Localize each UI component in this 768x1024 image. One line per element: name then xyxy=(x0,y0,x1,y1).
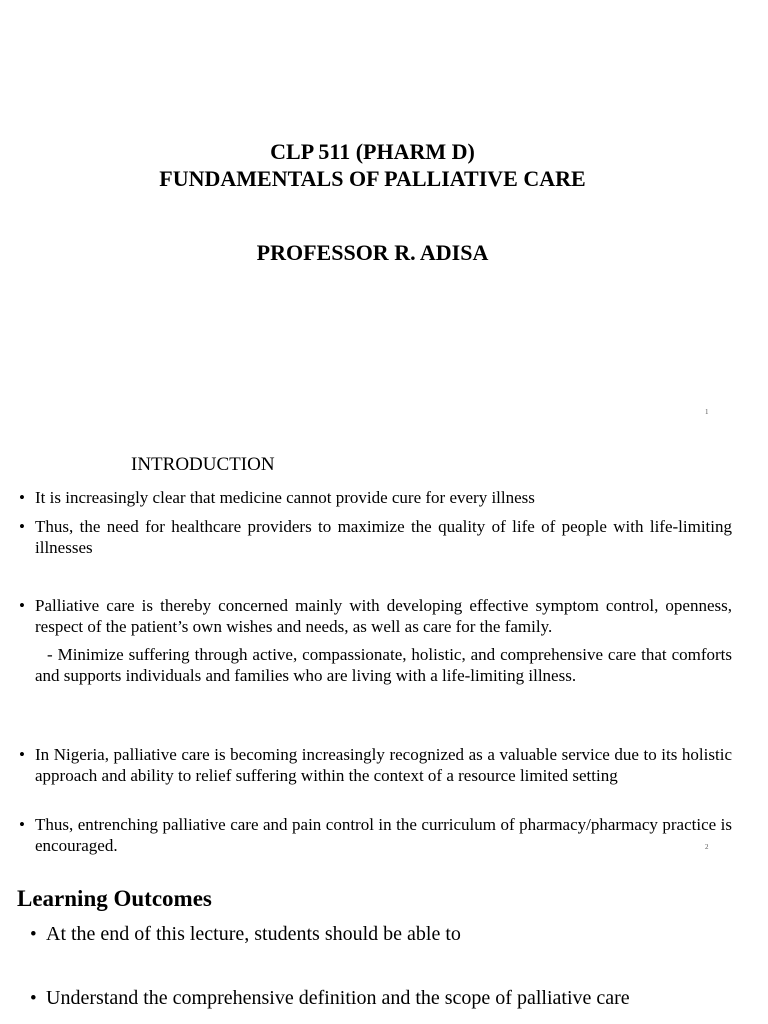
intro-bullet-5: Thus, entrenching palliative care and pain control in the curriculum of pharmacy/pharmacy practice is encouraged. xyxy=(35,815,732,855)
lecturer-name: PROFESSOR R. ADISA xyxy=(256,240,489,265)
intro-sub-point: - Minimize suffering through active, compassionate, holistic, and comprehensive care that comforts and supports individuals and families who are living with a life-limiting illness. xyxy=(35,645,732,685)
intro-bullet-2: Thus, the need for healthcare providers to maximize the quality of life of people with life-limiting illnesses xyxy=(35,517,732,557)
intro-bullet-3: Palliative care is thereby concerned mainly with developing effective symptom control, openness, respect of the patient’s own wishes and needs, as well as care for the family. xyxy=(35,596,732,636)
slide-number-1: 1 xyxy=(705,408,709,416)
bullet-glyph: • xyxy=(19,596,25,615)
bullet-glyph: • xyxy=(19,517,25,536)
bullet-glyph: • xyxy=(19,745,25,764)
intro-bullet-1: It is increasingly clear that medicine cannot provide cure for every illness xyxy=(35,488,535,507)
introduction-heading: INTRODUCTION xyxy=(131,454,275,475)
intro-bullet-4: In Nigeria, palliative care is becoming increasingly recognized as a valuable service due to its holistic approach and ability to relief suffering within the context of a resource limited setting xyxy=(35,745,732,785)
bullet-glyph: • xyxy=(30,988,37,1009)
bullet-glyph: • xyxy=(30,924,37,945)
bullet-glyph: • xyxy=(19,815,25,834)
learning-outcomes-heading: Learning Outcomes xyxy=(17,886,212,911)
course-title: FUNDAMENTALS OF PALLIATIVE CARE xyxy=(159,166,586,191)
slide-number-2: 2 xyxy=(705,843,709,851)
outcome-bullet-2: Understand the comprehensive definition and the scope of palliative care xyxy=(46,987,630,1009)
outcome-bullet-1: At the end of this lecture, students should be able to xyxy=(46,923,461,945)
bullet-glyph: • xyxy=(19,488,25,507)
course-code: CLP 511 (PHARM D) xyxy=(270,139,475,164)
